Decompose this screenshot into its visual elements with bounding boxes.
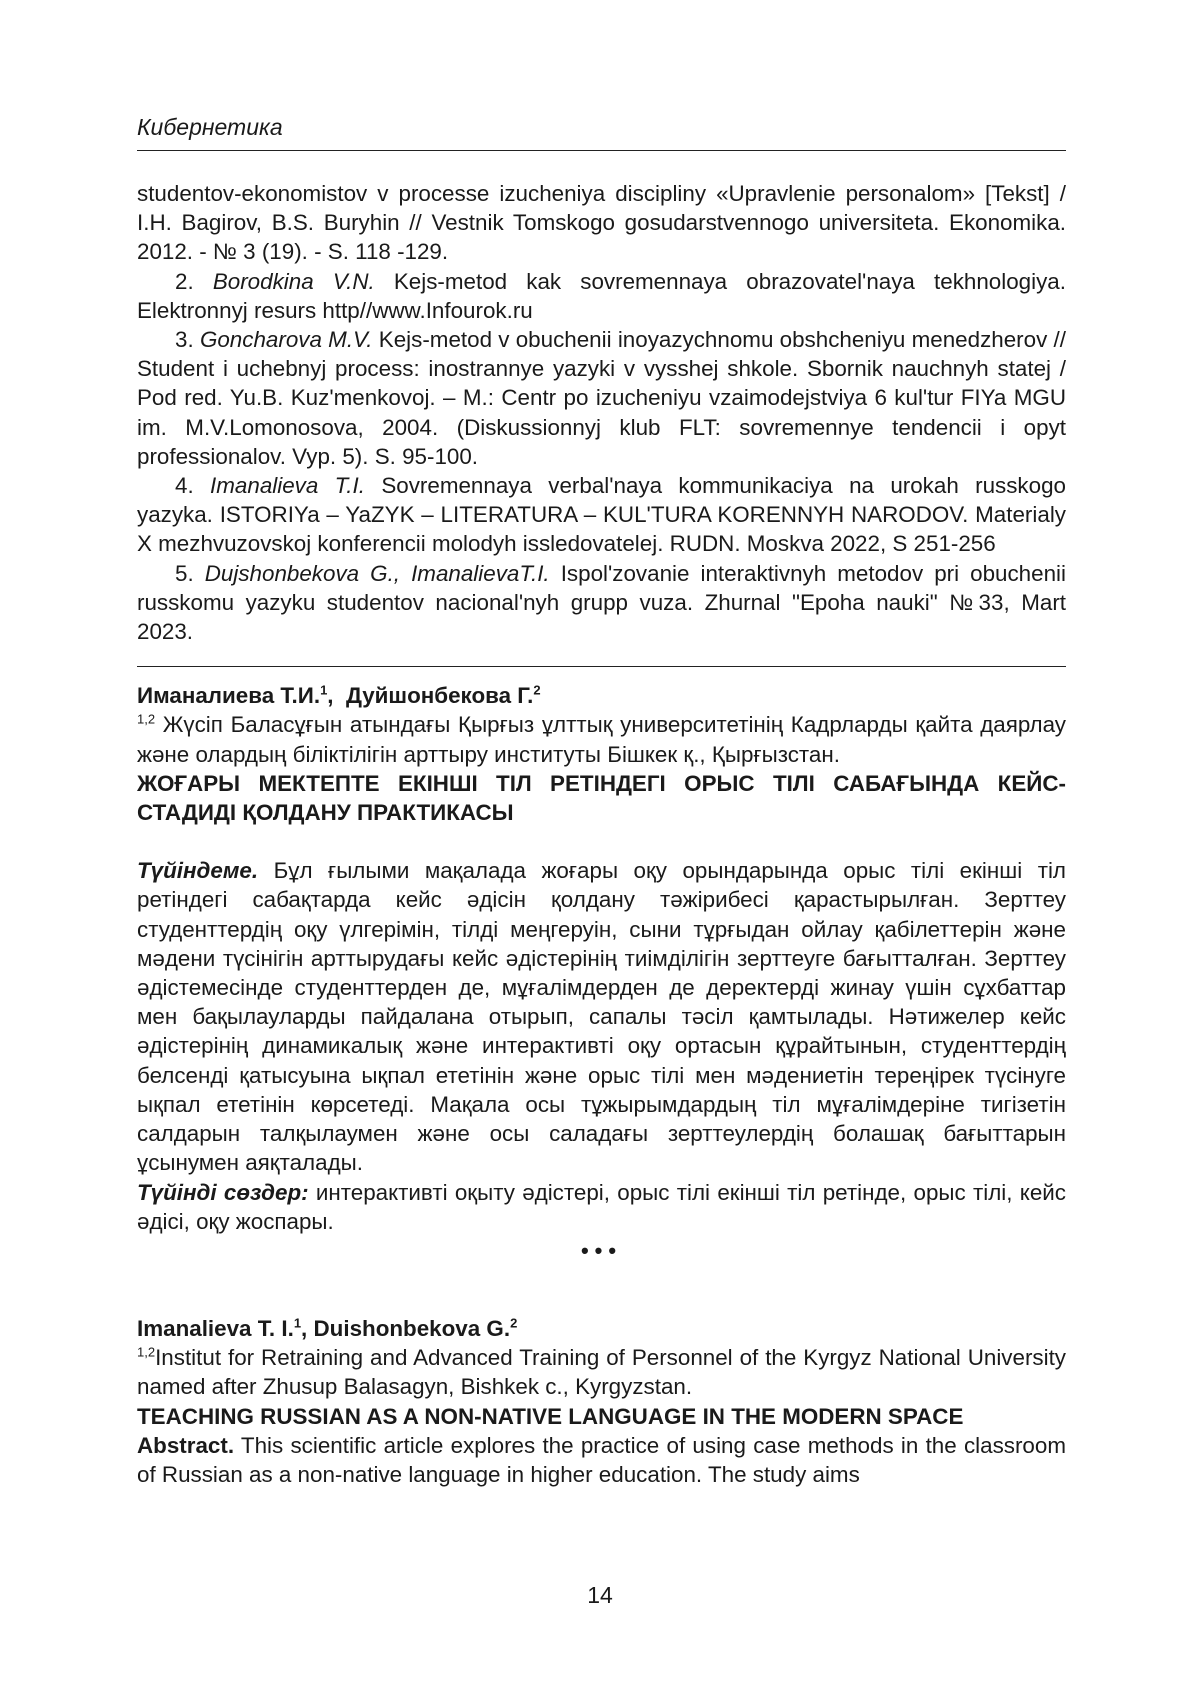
author-name: Дуйшонбекова Г.: [345, 683, 534, 709]
reference-author: Imanalieva T.I.: [210, 473, 365, 499]
kazakh-abstract-section: [137, 681, 1066, 1236]
author-name: Иманалиева Т.И.: [137, 683, 321, 709]
abstract-text: This scientific article explores the practice of using case methods in the classroom of Russian as a non-native language in higher education. The study aims: [137, 1432, 1066, 1487]
author-separator: ,: [327, 683, 346, 709]
affiliation-superscript: 1,2: [137, 1344, 156, 1360]
author-superscript: 1: [293, 1315, 302, 1331]
section-divider: [137, 666, 1066, 667]
reference-author: Dujshonbekova G., ImanalievaT.I.: [204, 560, 550, 586]
reference-author: Goncharova M.V.: [199, 327, 373, 353]
reference-text: Kejs-metod kak sovremennaya obrazovatel'naya tekhnologiya. Elektronnyj resurs http//www.Infourok.ru: [137, 268, 1066, 323]
affiliation: [137, 710, 1066, 768]
reference-continuation: studentov-ekonomistov v processe izucheniya discipliny «Upravlenie personalom» [Tekst] / I.H. Bagirov, B.S. Buryhin // Vestnik Tomskogo gosudarstvennogo universiteta. Ekonomika. 2012. - № 3 (19). - S. 118 -129.: [137, 181, 1066, 265]
author-superscript: 1: [320, 682, 328, 698]
author-superscript: 2: [510, 1315, 518, 1331]
abstract-label: Түйіндеме.: [137, 858, 259, 884]
spacer: [137, 827, 1066, 856]
english-abstract-section: [137, 1314, 1066, 1489]
reference-number: 4.: [175, 473, 194, 499]
author-separator: ,: [301, 1315, 314, 1341]
reference-item: [137, 471, 1066, 559]
article-title: ЖОҒАРЫ МЕКТЕПТЕ ЕКІНШІ ТІЛ РЕТІНДЕГІ ОРЫС ТІЛІ САБАҒЫНДА КЕЙС-СТАДИДІ ҚОЛДАНУ ПРАКТИКАСЫ: [137, 770, 1066, 826]
reference-item: [137, 559, 1066, 647]
running-head: Кибернетика: [137, 112, 1066, 151]
author-name: Imanalieva T. I.: [137, 1315, 294, 1341]
reference-number: 3.: [175, 327, 194, 353]
page-number: 14: [587, 1582, 613, 1608]
reference-text: Ispol'zovanie interaktivnyh metodov pri obuchenii russkomu yazyku studentov nacional'nyh grupp vuza. Zhurnal "Epoha nauki" №33, Mart 2023.: [137, 560, 1066, 645]
keywords-text: интерактивті оқыту әдістері, орыс тілі екінші тіл ретінде, орыс тілі, кейс әдісі, оқу жоспары.: [137, 1179, 1066, 1234]
author-line: [137, 1314, 1066, 1343]
reference-item: [137, 267, 1066, 325]
abstract-label: Abstract.: [137, 1432, 235, 1458]
author-line: [137, 681, 1066, 710]
affiliation-superscript: 1,2: [137, 711, 156, 727]
author-superscript: 2: [533, 682, 541, 698]
abstract-text: Бұл ғылыми мақалада жоғары оқу орындарында орыс тілі екінші тіл ретіндегі сабақтарда кейс әдісін қолдану тәжірибесі қарастырылған. Зерттеу студенттердің оқу үлгерімін, тілді меңгеруін, сыни тұрғыдан ойлау қабілеттерін және мәдени түсінігін арттырудағы кейс әдістерінің тиімділігін зерттеуге бағытталған. Зерттеу әдістемесінде студенттерден де, мұғалімдерден де деректерді жинау үшін сұхбаттар мен бақылауларды пайдалана отырып, сапалы тәсіл қамтылады. Нәтижелер кейс әдістерінің динамикалық және интерактивті оқу ортасын құрайтынын, студенттердің белсенді қатысуына ықпал ететінін және орыс тілі мен мәдениетін тереңірек түсінуге ықпал ететінін көрсетеді. Мақала осы тұжырымдардың тіл мұғалімдеріне тигізетін салдарын талқылаумен және осы саладағы зерттеулердің болашақ бағыттарын ұсынумен аяқталады.: [137, 858, 1066, 1176]
abstract-paragraph: [137, 856, 1066, 1177]
references-section: [137, 179, 1066, 646]
keywords-paragraph: [137, 1178, 1066, 1236]
reference-number: 5.: [175, 560, 194, 586]
section-separator-dots: •••: [580, 1237, 623, 1263]
affiliation-text: Жүсіп Баласұғын атындағы Қырғыз ұлттық университетінің Кадрларды қайта даярлау және олардың біліктілігін арттыру институты Бішкек қ., Қырғызстан.: [137, 712, 1066, 767]
author-name: Duishonbekova G.: [313, 1315, 511, 1341]
keywords-label: Түйінді сөздер:: [137, 1179, 309, 1205]
abstract-paragraph: [137, 1431, 1066, 1489]
reference-item: [137, 325, 1066, 471]
affiliation-text: Institut for Retraining and Advanced Training of Personnel of the Kyrgyz National University named after Zhusup Balasagyn, Bishkek c., Kyrgyzstan.: [137, 1345, 1066, 1400]
article-title: TEACHING RUSSIAN AS A NON-NATIVE LANGUAGE IN THE MODERN SPACE: [137, 1403, 964, 1429]
reference-author: Borodkina V.N.: [212, 268, 375, 294]
reference-text: Sovremennaya verbal'naya kommunikaciya na urokah russkogo yazyka. ISTORIYa – YaZYK – LITERATURA – KUL'TURA KORENNYH NARODOV. Materialy X mezhvuzovskoj konferencii molodyh issledovatelej. RUDN. Moskva 2022, S 251-256: [137, 473, 1066, 557]
reference-number: 2.: [175, 268, 194, 294]
reference-text: Kejs-metod v obuchenii inoyazychnomu obshcheniyu menedzherov // Student i uchebnyj process: inostrannye yazyki v vysshej shkole. Sbornik nauchnyh statej / Pod red. Yu.B. Kuz'menkovoj. – M.: Centr po izucheniyu vzaimodejstviya 6 kul'tur FIYa MGU im. M.V.Lomonosova, 2004. (Diskussionnyj klub FLT: sovremennye tendencii i opyt professionalov. Vyp. 5). S. 95-100.: [137, 327, 1066, 469]
affiliation: [137, 1343, 1066, 1401]
